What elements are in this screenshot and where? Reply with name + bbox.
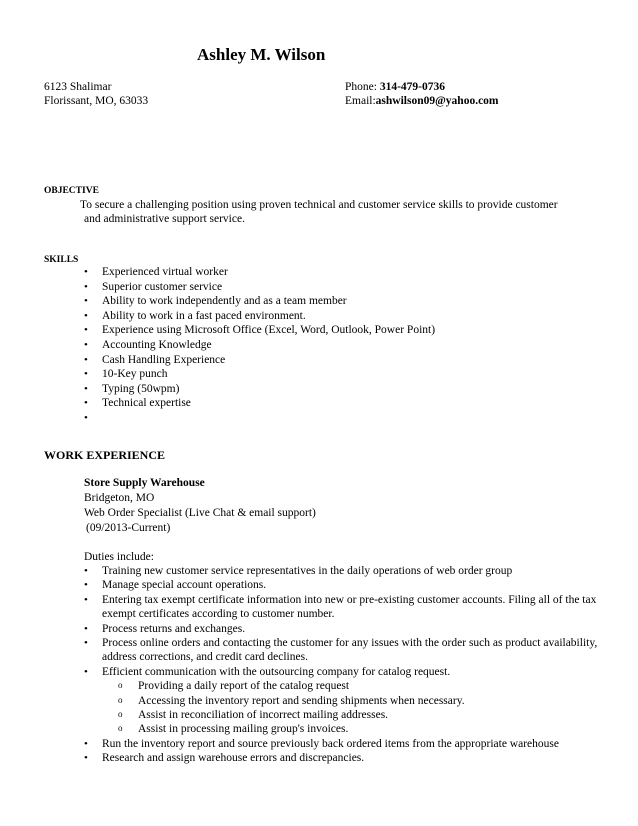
skill-item: • Experienced virtual worker [82, 265, 435, 280]
skill-item: • Superior customer service [82, 280, 435, 295]
email-label: Email: [345, 95, 376, 107]
duty-item: • Manage special account operations. [82, 578, 602, 592]
phone-number: 314-479-0736 [379, 81, 445, 93]
work-experience-heading: WORK EXPERIENCE [44, 448, 166, 462]
phone-line [345, 80, 445, 94]
objective-line-1: To secure a challenging position using proven technical and customer service skills to provide customer [80, 199, 558, 211]
skill-item: • Accounting Knowledge [82, 338, 435, 353]
job-dates: (09/2013-Current) [86, 522, 171, 534]
skill-item: • Typing (50wpm) [82, 382, 435, 397]
company-name: Store Supply Warehouse [84, 477, 205, 489]
candidate-name: Ashley M. Wilson [197, 45, 326, 64]
skill-item: • Cash Handling Experience [82, 353, 435, 368]
skill-item-empty [82, 411, 435, 426]
address-line-2: Florissant, MO, 63033 [44, 95, 149, 107]
phone-label: Phone: [345, 81, 380, 93]
duty-item: • Training new customer service representatives in the daily operations of web order group [82, 564, 602, 578]
skills-heading: SKILLS [44, 255, 79, 265]
skill-item: • Technical expertise [82, 396, 435, 411]
duty-item: • Process returns and exchanges. [82, 622, 602, 636]
sub-duty-item: o Providing a daily report of the catalog request [82, 679, 602, 693]
email-line [345, 94, 499, 108]
duty-item: • Research and assign warehouse errors and discrepancies. [82, 751, 602, 765]
duties-label: Duties include: [84, 551, 154, 563]
skill-item: • Experience using Microsoft Office (Excel, Word, Outlook, Power Point) [82, 323, 435, 338]
sub-duty-item: o Assist in processing mailing group's invoices. [82, 722, 602, 736]
objective-heading: OBJECTIVE [44, 186, 99, 196]
duty-item: • Entering tax exempt certificate information into new or pre-existing customer accounts. Filing all of the tax exempt certificates according to customer number. [82, 593, 602, 622]
email-address[interactable]: ashwilson09@yahoo.com [375, 95, 499, 107]
job-title: Web Order Specialist (Live Chat & email support) [84, 507, 316, 519]
skill-item: • Ability to work independently and as a team member [82, 294, 435, 309]
sub-duty-item: o Assist in reconciliation of incorrect mailing addresses. [82, 708, 602, 722]
duty-item: • Run the inventory report and source previously back ordered items from the appropriate warehouse [82, 737, 602, 751]
company-location: Bridgeton, MO [84, 492, 155, 504]
objective-line-2: and administrative support service. [84, 213, 245, 225]
duty-item: • Efficient communication with the outsourcing company for catalog request. [82, 665, 602, 679]
duties-list [82, 564, 602, 766]
duty-item: • Process online orders and contacting the customer for any issues with the order such as product availability, address corrections, and credit card declines. [82, 636, 602, 665]
sub-duties-list [82, 679, 602, 737]
skill-item: • Ability to work in a fast paced environment. [82, 309, 435, 324]
sub-duty-item: o Accessing the inventory report and sending shipments when necessary. [82, 694, 602, 708]
sub-duties-container [82, 679, 602, 737]
skill-item: • 10-Key punch [82, 367, 435, 382]
skills-list [82, 265, 435, 426]
address-line-1: 6123 Shalimar [44, 81, 112, 93]
